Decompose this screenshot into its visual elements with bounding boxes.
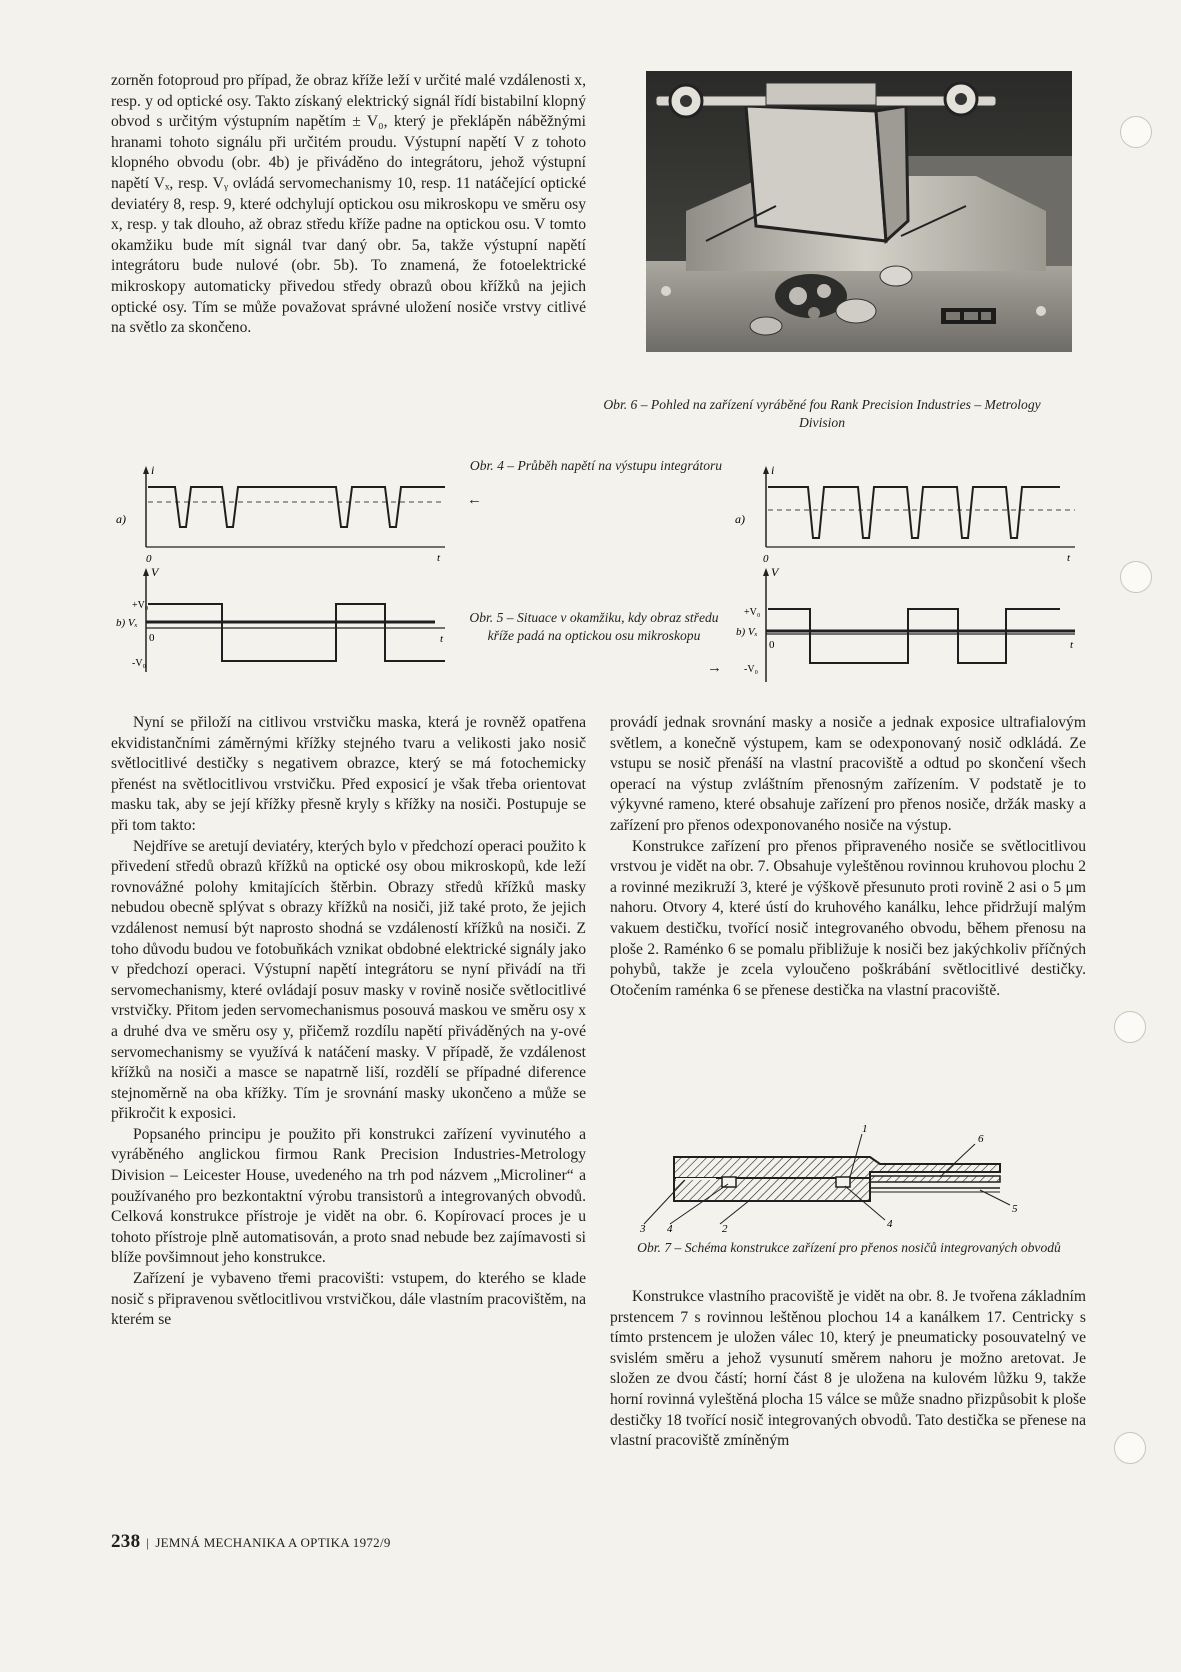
axis-label-v: V bbox=[771, 565, 779, 579]
graph-5a-right bbox=[735, 463, 1075, 565]
left-column-bottom-text bbox=[111, 713, 586, 1331]
label-4-right: 4 bbox=[887, 1218, 893, 1230]
figure-5-caption: Obr. 5 – Situace v okamžiku, kdy obraz středu kříže padá na optickou osu mikroskopu bbox=[469, 610, 719, 643]
axis-label-v: V bbox=[151, 565, 159, 579]
label-1: 1 bbox=[862, 1123, 868, 1135]
page-number: 238 bbox=[111, 1531, 141, 1552]
axis-label-t: t bbox=[1067, 552, 1071, 564]
graph-label-b: b) Vₓ bbox=[736, 626, 758, 638]
label-4-left: 4 bbox=[667, 1223, 673, 1235]
axis-label-t: t bbox=[437, 552, 441, 564]
flipflop-square-wave bbox=[148, 604, 445, 661]
origin-label: 0 bbox=[763, 553, 769, 565]
flipflop-square-wave bbox=[768, 609, 1060, 663]
leader-2 bbox=[720, 1200, 750, 1224]
plus-v0-label: +V₀ bbox=[744, 607, 761, 618]
y-axis-arrow bbox=[143, 466, 149, 474]
figure-5-graphs-right bbox=[730, 462, 1082, 684]
minus-v0-label: -V₀ bbox=[132, 658, 147, 669]
paragraph: Zařízení je vybaveno třemi pracovišti: vstupem, do kterého se klade nosič s připravenou světlocitlivou vrstvičkou, dále vlastním pracovištěm, na kterém se bbox=[111, 1270, 586, 1329]
paragraph: zorněn fotoproud pro případ, že obraz kříže leží v určité malé vzdálenosti x, resp. y od optické osy. Takto získaný elektrický signál řídí bistabilní klopný obvod s určitým výstupním napětím ± V₀, který je překlápěn náběžnými hranami tohoto signálu při určitém proudu. Výstupní napětí V z tohoto klopného obvodu (obr. 4b) je přiváděno do integrátoru, jehož výstupní napětí Vₓ, resp. Vᵧ ovládá servomechanismy 10, resp. 11 natáčející optické deviatéry 8, resp. 9, které odchylují optickou osu mikroskopu ve směru osy x, resp. y tak dlouho, až obraz středu kříže padne na optickou osu. V tomto okamžiku bude mít signál tvar daný obr. 5a, takže výstupní napětí integrátoru bude nulové (obr. 5b). To znamená, že fotoelektrické mikroskopy automaticky přivedou středy obrazů obou křížků na jejich optické osy. Tím se může považovat správné uložení nosiče vrstvy citlivé na světlo za skončeno. bbox=[111, 72, 586, 337]
origin-label: 0 bbox=[149, 632, 155, 644]
y-axis-arrow bbox=[763, 466, 769, 474]
paragraph: Konstrukce zařízení pro přenos připraveného nosiče se světlocitlivou vrstvou je vidět na obr. 7. Obsahuje vyleštěnou rovinnou kruhovou plochu 2 a rovinné mezikruží 3, které je výškově přesunuto proti rovině 2 asi o 5 μm nahoru. Otvory 4, které ústí do kruhového kanálku, lehce přidržují malým vakuem destičku, tvořící nosič integrovaného obvodu, během přenosu na ploše 2. Raménko 6 se pomalu přibližuje k nosiči bez jakýchkoliv příčných pohybů, takže je zcela vyloučeno poškrábání světlocitlivé destičky. Otočením raménka 6 se přenese destička na vlastní pracoviště. bbox=[610, 837, 1086, 999]
plus-v0-label: +V₀ bbox=[132, 600, 149, 611]
arrow-right-indicator: → bbox=[707, 660, 722, 676]
figure-7-diagram bbox=[640, 1122, 1040, 1237]
label-2: 2 bbox=[722, 1223, 728, 1235]
punch-hole-4 bbox=[1114, 1432, 1146, 1464]
paragraph: Nyní se přiloží na citlivou vrstvičku maska, která je rovněž opatřena ekvidistančními záměrnými křížky stejného tvaru a velikosti jako nosič světlocitlivé destičky s negativem obrazce, který se má fotochemicky přenést na světlocitlivou vrstvičku. Před exposicí je však třeba orientovat masku tak, aby se její křížky přesně kryly s křížky na nosiči. Postupuje se při tom takto: bbox=[111, 714, 586, 834]
left-column-top-text bbox=[111, 71, 586, 339]
footer-divider: | bbox=[146, 1535, 150, 1550]
y-axis-arrow bbox=[143, 568, 149, 576]
graph-label-a: a) bbox=[735, 512, 745, 526]
vacuum-hole-right bbox=[836, 1177, 850, 1187]
minus-v0-label: -V₀ bbox=[744, 664, 759, 675]
figure-6-photo bbox=[646, 71, 1072, 352]
page-footer bbox=[111, 1531, 391, 1553]
figure-6-caption: Obr. 6 – Pohled na zařízení vyráběné fou Rank Precision Industries – Metrology Division bbox=[603, 397, 1041, 430]
paragraph: provádí jednak srovnání masky a nosiče a jednak exposice ultrafialovým světlem, a konečně výstupem, kam se odexponovaný nosič odkládá. Ze vstupu se nosič přenáší na vlastní pracoviště a odtud po skončení všech operací na výstup zvláštním přenosným zařízením. V podstatě je to výkyvné rameno, které obsahuje zařízení pro přenos nosiče, držák masky a zařízení pro přenos odexponovaného nosiče na výstup. bbox=[610, 714, 1086, 834]
axis-label-t: t bbox=[1070, 639, 1074, 651]
arm-6 bbox=[870, 1176, 1000, 1182]
right-column-mid-text bbox=[610, 713, 1086, 1001]
vacuum-hole-left bbox=[722, 1177, 736, 1187]
label-6: 6 bbox=[978, 1133, 984, 1145]
upper-body bbox=[674, 1157, 1000, 1178]
axis-label-i: i bbox=[151, 463, 155, 477]
signal-waveform bbox=[768, 487, 1060, 538]
origin-label: 0 bbox=[769, 639, 775, 651]
ring-step bbox=[676, 1178, 716, 1180]
microliner-photo-illustration bbox=[646, 71, 1072, 352]
graph-4b-left bbox=[116, 565, 445, 672]
right-column-bottom-text bbox=[610, 1287, 1086, 1452]
graph-label-b: b) Vₓ bbox=[116, 617, 138, 629]
graph-5b-right bbox=[736, 565, 1075, 682]
graph-4a-left bbox=[116, 463, 445, 565]
origin-label: 0 bbox=[146, 553, 152, 565]
signal-waveform bbox=[148, 487, 445, 527]
paragraph: Popsaného principu je použito při konstrukci zařízení vyvinutého a vyráběného anglickou firmou Rank Precision Industries-Metrology Division – Leicester House, uvedeného na trh pod názvem „Microliner“ a používaného pro bezkontaktní výrobu transistorů a integrovaných obvodů. Celková konstrukce přístroje je vidět na obr. 6. Kopírovací proces je u tohoto přístroje plně automatisován, a proto snad nebude bez zajímavosti si blíže povšimnout jeho konstrukce. bbox=[111, 1125, 586, 1267]
paragraph: Nejdříve se aretují deviatéry, kterých bylo v předchozí operaci použito k přivedení středů obrazů křížků na optické osy obou mikroskopů, kde leží rovnovážné polohy kmitajících štěrbin. Obrazy středů křížků masky nebudou obecně splývat s obrazy křížků na nosiči, již také proto, že jejich vzdálenost nemusí být naprosto shodná se vzdáleností křížků na nosiči. Z toho důvodu budou ve fotobuňkách vznikat obdobné elektrické signály jako v předchozí operaci. Výstupní napětí integrátoru se nyní přivádí na tři servomechanismy, které ovládají posuv masky v rovině nosiče světlocitlivé vrstvičky. Přitom jeden servomechanismus posouvá maskou ve směru osy x a druhé dva ve směru osy y, přičemž rozdílu napětí přiváděných na y-ové servomechanismy se využívá k natáčení masky. V případě, že vzdálenost křížků na nosiči a masce se napatrně liší, rozdělí se případné diference stejnoměrně na oba křížky. Tím je srovnání masky ukončeno a může se přikročit k exposici. bbox=[111, 837, 586, 1123]
graph-label-a: a) bbox=[116, 512, 126, 526]
label-5: 5 bbox=[1012, 1203, 1018, 1215]
figure-4-caption: Obr. 4 – Průběh napětí na výstupu integrátoru bbox=[469, 458, 723, 473]
axis-label-i: i bbox=[771, 463, 775, 477]
label-3: 3 bbox=[640, 1223, 646, 1235]
axis-label-t: t bbox=[440, 633, 444, 645]
punch-hole-1 bbox=[1120, 116, 1152, 148]
journal-name: JEMNÁ MECHANIKA A OPTIKA 1972/9 bbox=[155, 1535, 391, 1550]
paragraph: Konstrukce vlastního pracoviště je vidět na obr. 8. Je tvořena základním prstencem 7 s rovinnou leštěnou plochou 14 a kanálkem 17. Centricky s tímto prstencem je uložen válec 10, který je pneumaticky posouvatelný ve svislém směru a jehož vysunutí směrem nahoru je možno aretovat. Je složen ze dvou částí; horní část 8 je uložena na kulovém lůžku 9, takže horní rovinná vyleštěná plocha 15 válce se může snadno přizpůsobit k ploše destičky 18 tvořící nosič integrovaných obvodů. Tato destička se přenese na vlastní pracoviště zmíněným bbox=[610, 1288, 1086, 1450]
y-axis-arrow bbox=[763, 568, 769, 576]
figure-4-5-graphs-left bbox=[100, 462, 450, 684]
arrow-left-indicator: ← bbox=[467, 492, 482, 508]
punch-hole-3 bbox=[1114, 1011, 1146, 1043]
punch-hole-2 bbox=[1120, 561, 1152, 593]
figure-7-caption: Obr. 7 – Schéma konstrukce zařízení pro přenos nosičů integrovaných obvodů bbox=[637, 1240, 1061, 1255]
